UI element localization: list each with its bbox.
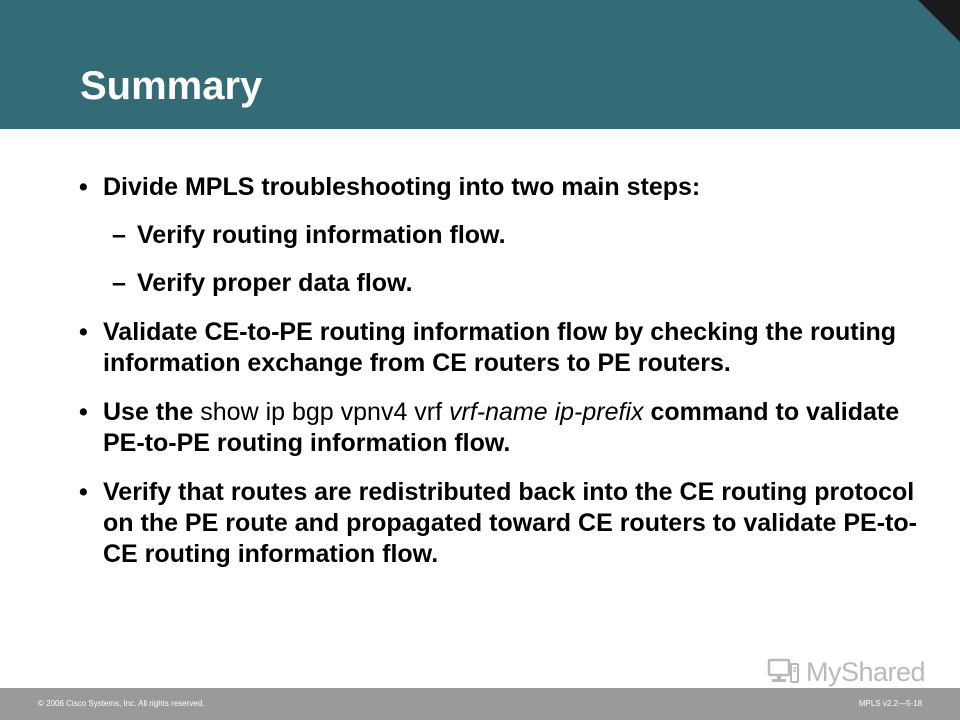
bullet-item [0,397,920,459]
bullet-dot: • [79,318,88,346]
logo-text: MyShared [806,656,926,687]
watermark-logo [766,657,926,687]
slide-content [0,160,960,570]
course-code: MPLS v2.2—5-18 [858,699,922,708]
title-bar [0,0,960,129]
bullet-text: Verify that routes are redistributed back into the CE routing protocol on the PE route and propagated toward CE routers to validate PE-to-CE routing information flow. [103,478,917,568]
copyright-text: © 2006 Cisco Systems, Inc. All rights reserved. [38,699,205,708]
bullet-text: Divide MPLS troubleshooting into two main steps: [103,173,701,201]
command-text: show ip bgp vpnv4 vrf [200,398,443,426]
dash-mark: – [112,269,126,297]
bullet-dot: • [79,398,88,426]
bullet-text: Validate CE-to-PE routing information flow by checking the routing information exchange from CE routers to PE routers. [103,318,897,377]
slide-title: Summary [80,64,263,108]
sub-bullet-text: Verify proper data flow. [137,269,413,297]
bullet-text-pre: Use the [103,398,194,426]
command-argument: vrf-name ip-prefix [449,398,644,426]
monitor-icon [766,658,800,686]
corner-triangle [918,0,960,42]
sub-bullet-text: Verify routing information flow. [137,221,506,249]
bullet-text-post: command to validate PE-to-PE routing information flow. [103,398,900,457]
bullet-item [0,477,920,570]
bullet-dot: • [79,173,88,201]
bullet-dot: • [79,478,88,506]
footer-bar [0,688,960,720]
sub-bullet-item [0,268,960,299]
sub-bullet-item [0,220,960,251]
bullet-item [0,317,920,379]
dash-mark: – [112,221,126,249]
bullet-item [0,172,920,203]
